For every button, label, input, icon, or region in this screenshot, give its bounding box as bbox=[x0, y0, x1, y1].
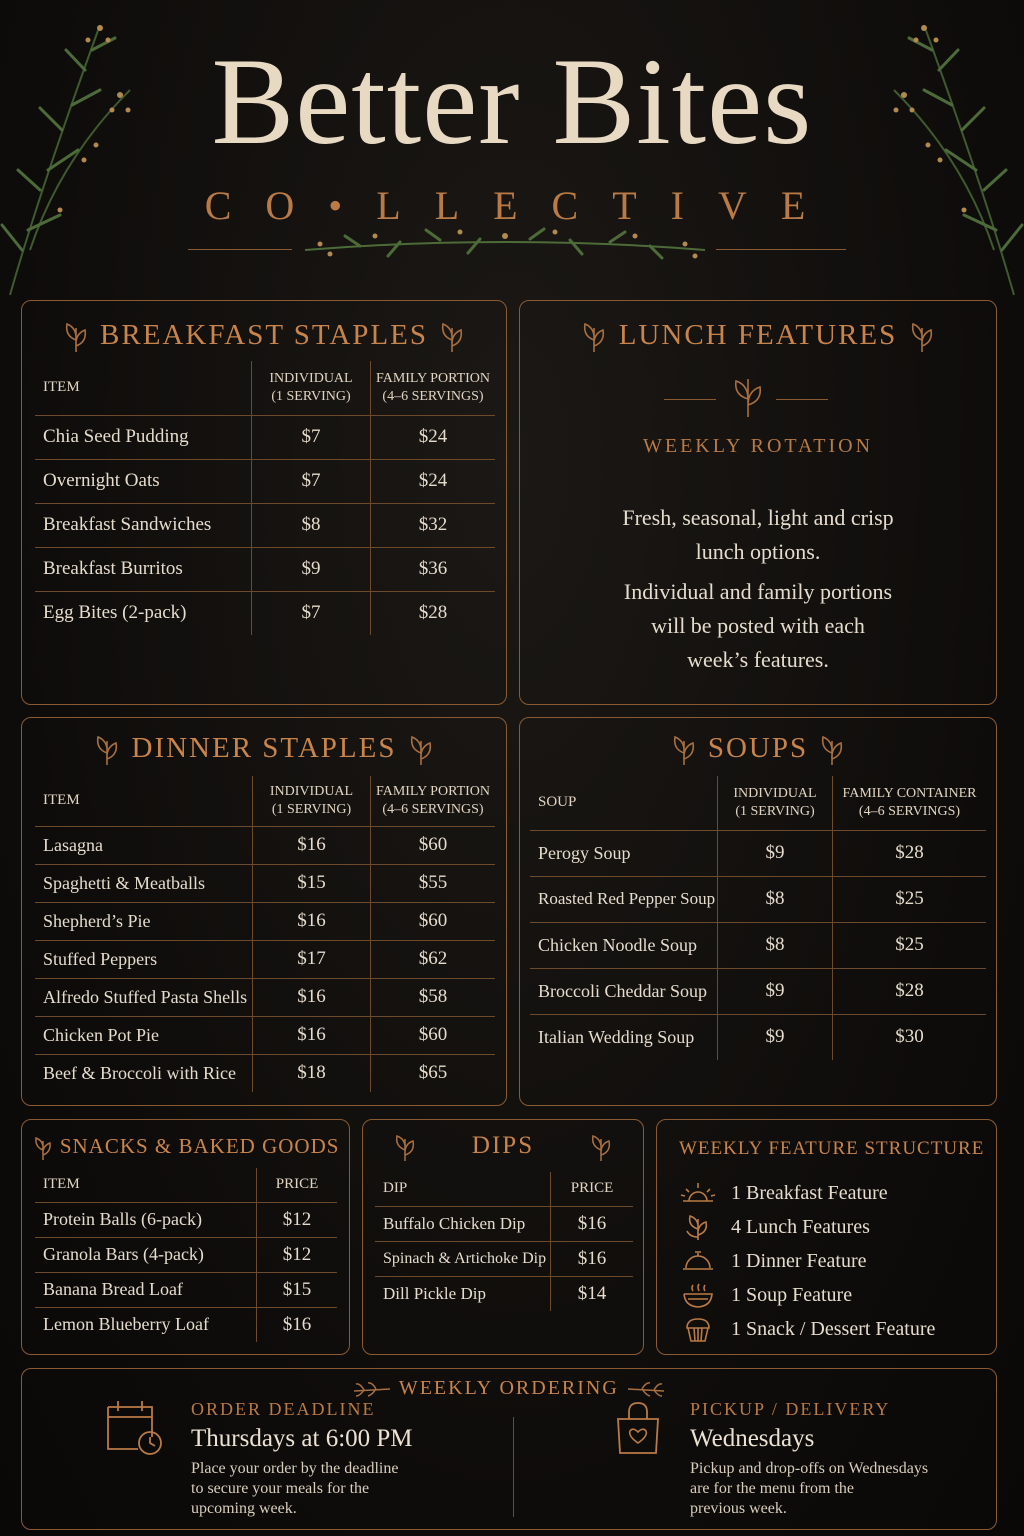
ordering-title-row bbox=[22, 1377, 996, 1400]
col-header-individual: INDIVIDUAL (1 SERVING) bbox=[718, 776, 833, 830]
header-sprig-ornament bbox=[300, 226, 710, 272]
dinner-table bbox=[35, 776, 495, 1092]
table-row: Stuffed Peppers $17 $62 bbox=[35, 940, 495, 978]
dips-table bbox=[375, 1172, 633, 1311]
dinner-title: DINNER STAPLES bbox=[131, 732, 397, 764]
leaf-icon bbox=[406, 733, 436, 767]
table-row: Chicken Pot Pie $16 $60 bbox=[35, 1016, 495, 1054]
leaf-icon bbox=[669, 733, 699, 767]
leaf-icon bbox=[392, 1132, 418, 1162]
leaf-icon bbox=[61, 320, 91, 354]
table-row: Lemon Blueberry Loaf $16 bbox=[35, 1307, 337, 1342]
deadline-description: Place your order by the deadline to secure your meals for the upcoming week. bbox=[191, 1460, 399, 1517]
shopping-bag-heart-icon bbox=[612, 1399, 664, 1457]
table-row: Chia Seed Pudding $7 $24 bbox=[35, 415, 495, 459]
table-row: Breakfast Sandwiches $8 $32 bbox=[35, 503, 495, 547]
table-row: Buffalo Chicken Dip $16 bbox=[375, 1206, 633, 1241]
list-item: 4 Lunch Features bbox=[679, 1210, 989, 1244]
lunch-subtitle: WEEKLY ROTATION bbox=[642, 435, 874, 457]
lunch-title-row bbox=[520, 319, 996, 354]
table-row: Protein Balls (6-pack) $12 bbox=[35, 1202, 337, 1237]
col-header-soup: SOUP bbox=[538, 794, 577, 811]
col-header-item: ITEM bbox=[43, 792, 80, 809]
col-header-family: FAMILY CONTAINER (4–6 SERVINGS) bbox=[833, 776, 987, 830]
table-row: Lasagna $16 $60 bbox=[35, 826, 495, 864]
breakfast-title: BREAKFAST STAPLES bbox=[100, 319, 428, 351]
soup-bowl-icon bbox=[679, 1281, 717, 1309]
snacks-title: SNACKS & BAKED GOODS bbox=[59, 1134, 340, 1158]
table-row: Shepherd’s Pie $16 $60 bbox=[35, 902, 495, 940]
leaf-icon bbox=[32, 1135, 54, 1161]
col-header-individual: INDIVIDUAL (1 SERVING) bbox=[253, 776, 371, 826]
leaf-icon bbox=[588, 1132, 614, 1162]
lunch-rule-left bbox=[664, 399, 716, 400]
breakfast-panel bbox=[21, 300, 507, 705]
page-title: Better Bites bbox=[211, 33, 813, 170]
page-subtitle: CO•LLECTIVE bbox=[204, 183, 840, 228]
leaf-icon bbox=[817, 733, 847, 767]
table-row: Chicken Noodle Soup $8 $25 bbox=[530, 922, 986, 968]
structure-panel bbox=[656, 1119, 997, 1355]
pickup-description: Pickup and drop-offs on Wednesdays are for the menu from the previous week. bbox=[690, 1460, 929, 1517]
breakfast-title-row bbox=[22, 319, 506, 354]
soups-title: SOUPS bbox=[707, 732, 809, 764]
table-row: Banana Bread Loaf $15 bbox=[35, 1272, 337, 1307]
table-row: Granola Bars (4-pack) $12 bbox=[35, 1237, 337, 1272]
table-row: Overnight Oats $7 $24 bbox=[35, 459, 495, 503]
list-item: 1 Soup Feature bbox=[679, 1278, 989, 1312]
structure-title: WEEKLY FEATURE STRUCTURE bbox=[679, 1138, 985, 1159]
dips-panel bbox=[362, 1119, 644, 1355]
table-row: Broccoli Cheddar Soup $9 $28 bbox=[530, 968, 986, 1014]
table-row: Perogy Soup $9 $28 bbox=[530, 830, 986, 876]
cupcake-icon bbox=[679, 1315, 717, 1343]
ordering-panel bbox=[21, 1368, 997, 1530]
lunch-title: LUNCH FEATURES bbox=[618, 319, 898, 351]
snacks-title-row bbox=[22, 1134, 349, 1161]
deadline-value: Thursdays at 6:00 PM bbox=[191, 1425, 413, 1452]
sprig-icon bbox=[352, 1379, 392, 1399]
soups-table bbox=[530, 776, 986, 1060]
col-header-family: FAMILY PORTION (4–6 SERVINGS) bbox=[371, 361, 496, 415]
pickup-label: PICKUP / DELIVERY bbox=[690, 1399, 891, 1419]
sunrise-icon bbox=[679, 1179, 717, 1207]
header-rule-left bbox=[188, 249, 292, 250]
soups-panel bbox=[519, 717, 997, 1106]
dips-title: DIPS bbox=[471, 1132, 535, 1159]
lunch-description-2: Individual and family portions will be posted with each week’s features. bbox=[623, 579, 893, 672]
deadline-label: ORDER DEADLINE bbox=[191, 1399, 376, 1419]
lunch-description-1: Fresh, seasonal, light and crisp lunch options. bbox=[622, 505, 894, 564]
table-row: Egg Bites (2-pack) $7 $28 bbox=[35, 591, 495, 635]
table-row: Roasted Red Pepper Soup $8 $25 bbox=[530, 876, 986, 922]
table-row: Dill Pickle Dip $14 bbox=[375, 1276, 633, 1311]
table-row: Breakfast Burritos $9 $36 bbox=[35, 547, 495, 591]
lunch-rule-right bbox=[776, 399, 828, 400]
dinner-title-row bbox=[22, 732, 506, 767]
pickup-value: Wednesdays bbox=[690, 1425, 815, 1452]
table-row: Italian Wedding Soup $9 $30 bbox=[530, 1014, 986, 1060]
leaf-icon bbox=[907, 320, 937, 354]
col-header-individual: INDIVIDUAL (1 SERVING) bbox=[252, 361, 371, 415]
leaf-icon bbox=[679, 1213, 717, 1241]
dips-title-row bbox=[363, 1132, 643, 1162]
col-header-price: PRICE bbox=[551, 1172, 634, 1206]
calendar-clock-icon bbox=[104, 1397, 166, 1457]
list-item: 1 Dinner Feature bbox=[679, 1244, 989, 1278]
breakfast-table bbox=[35, 361, 495, 635]
snacks-panel bbox=[21, 1119, 350, 1355]
sprout-icon bbox=[728, 373, 768, 419]
table-row: Beef & Broccoli with Rice $18 $65 bbox=[35, 1054, 495, 1092]
leaf-icon bbox=[579, 320, 609, 354]
header-rule-right bbox=[716, 249, 846, 250]
list-item: 1 Snack / Dessert Feature bbox=[679, 1312, 989, 1346]
col-header-item: ITEM bbox=[43, 1176, 80, 1193]
table-row: Alfredo Stuffed Pasta Shells $16 $58 bbox=[35, 978, 495, 1016]
col-header-price: PRICE bbox=[257, 1168, 338, 1202]
table-row: Spaghetti & Meatballs $15 $55 bbox=[35, 864, 495, 902]
sprig-icon bbox=[626, 1379, 666, 1399]
ordering-divider bbox=[513, 1417, 514, 1517]
ordering-title: WEEKLY ORDERING bbox=[398, 1377, 619, 1399]
list-item: 1 Breakfast Feature bbox=[679, 1176, 989, 1210]
structure-list bbox=[679, 1176, 989, 1346]
leaf-icon bbox=[437, 320, 467, 354]
soups-title-row bbox=[520, 732, 996, 767]
col-header-item: ITEM bbox=[43, 379, 80, 396]
leaf-icon bbox=[92, 733, 122, 767]
col-header-family: FAMILY PORTION (4–6 SERVINGS) bbox=[371, 776, 496, 826]
table-row: Spinach & Artichoke Dip $16 bbox=[375, 1241, 633, 1276]
dinner-panel bbox=[21, 717, 507, 1106]
lunch-panel bbox=[519, 300, 997, 705]
snacks-table bbox=[35, 1168, 337, 1342]
cloche-icon bbox=[679, 1247, 717, 1275]
col-header-dip: DIP bbox=[383, 1180, 408, 1197]
